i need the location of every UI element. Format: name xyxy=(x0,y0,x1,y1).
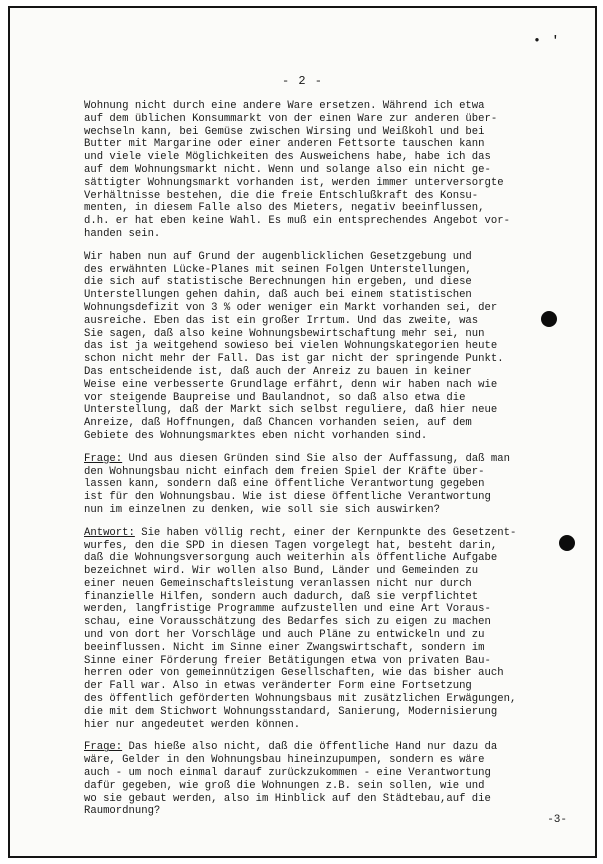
speaker-label: Antwort: xyxy=(84,526,135,539)
text-line: auf dem Wohnungsmarkt nicht. Wenn und solange also ein nicht ge- xyxy=(84,163,491,176)
text-line: Unterstellung, daß der Markt sich selbst reguliere, daß hier neue xyxy=(84,404,498,417)
speaker-label: Frage: xyxy=(84,452,123,465)
text-line: wäre, Gelder in den Wohnungsbau hineinzupumpen, sondern es wäre xyxy=(84,754,485,767)
text-line: wechseln kann, bei Gemüse zwischen Wirsing und Weißkohl und bei xyxy=(84,125,485,138)
text-line: werden, langfristige Programme aufzustellen und eine Art Voraus- xyxy=(84,603,491,616)
text-line: Wir haben nun auf Grund der augenblicklichen Gesetzgebung und xyxy=(84,250,472,263)
answer-paragraph xyxy=(84,527,564,732)
speaker-label: Frage: xyxy=(84,741,123,754)
text-line: die sich auf statistische Berechnungen hin ergeben, und diese xyxy=(84,276,472,289)
text-line: menten, in diesem Falle also des Mieters, negativ beeinflussen, xyxy=(84,202,485,215)
text-line: nun im einzelnen zu denken, wie soll sie sich auswirken? xyxy=(84,503,441,516)
text-line: ausreiche. Eben das ist ein großer Irrtum. Und das zweite, was xyxy=(84,314,479,327)
text-line: Raumordnung? xyxy=(84,805,161,818)
text-line: des öffentlich geförderten Wohnungsbaus mit zusätzlichen Erwägungen, xyxy=(84,693,517,706)
text-line: handen sein. xyxy=(84,227,161,240)
text-line: Anreize, daß Hoffnungen, daß Chancen vorhanden seien, auf dem xyxy=(84,417,472,430)
question-paragraph xyxy=(84,741,564,818)
text-line: das ist ja weitgehend sowieso bei vielen Wohnungskategorien heute xyxy=(84,340,498,353)
text-line: die mit dem Stichwort Wohnungsstandard, Sanierung, Modernisierung xyxy=(84,705,498,718)
text-line: den Wohnungsbau nicht einfach dem freien Spiel der Kräfte über- xyxy=(84,465,485,478)
text-line: Verhältnisse bestehen, die die freie Entschlußkraft des Konsu- xyxy=(84,189,479,202)
text-line xyxy=(84,453,564,466)
text-line: schon nicht mehr der Fall. Das ist gar nicht der springende Punkt. xyxy=(84,353,504,366)
text-paragraph xyxy=(84,251,564,443)
text-line: der Fall war. Also in etwas veränderter Form eine Fortsetzung xyxy=(84,680,472,693)
line-text: Und aus diesen Gründen sind Sie also der Auffassung, daß man xyxy=(122,452,510,465)
body-text xyxy=(84,100,564,828)
text-line: Wohnung nicht durch eine andere Ware ersetzen. Während ich etwa xyxy=(84,100,485,112)
text-line xyxy=(84,527,564,540)
text-line: und viele viele Möglichkeiten des Ausweichens habe, habe ich das xyxy=(84,151,491,164)
text-line: und von dort her Vorschläge und auch Pläne zu entwickeln und zu xyxy=(84,629,485,642)
text-line: beeinflussen. Nicht im Sinne einer Zwangswirtschaft, sondern im xyxy=(84,641,485,654)
text-line: wo sie gebaut werden, also im Hinblick auf den Städtebau,auf die xyxy=(84,792,491,805)
text-line: d.h. er hat eben keine Wahl. Es muß ein entsprechendes Angebot vor- xyxy=(84,215,510,228)
line-text: Sie haben völlig recht, einer der Kernpunkte des Gesetzent- xyxy=(134,526,517,539)
text-paragraph xyxy=(84,100,564,241)
text-line xyxy=(84,741,564,754)
text-line: Wohnungsdefizit von 3 % oder weniger ein Markt vorhanden sei, der xyxy=(84,301,498,314)
text-line: Gebiete des Wohnungsmarktes eben nicht vorhanden sind. xyxy=(84,429,428,442)
text-line: ist für den Wohnungsbau. Wie ist diese öffentliche Verantwortung xyxy=(84,491,491,504)
text-line: vor steigende Baupreise und Baulandnot, so daß also etwa die xyxy=(84,391,466,404)
text-line: herren oder von gemeinnützigen Gesellschaften, wie das bisher auch xyxy=(84,667,504,680)
text-line: sättigter Wohnungsmarkt vorhanden ist, werden immer unterversorgte xyxy=(84,176,504,189)
question-paragraph xyxy=(84,453,564,517)
page-number: - 2 - xyxy=(281,74,323,88)
text-line: auf dem üblichen Konsummarkt von der einen Ware zur anderen über- xyxy=(84,112,498,125)
text-line: lassen kann, sondern daß eine öffentliche Verantwortung gegeben xyxy=(84,478,485,491)
text-line: Sinne einer Förderung freier Betätigungen etwa von privaten Bau- xyxy=(84,654,491,667)
text-line: hier nur angedeutet werden können. xyxy=(84,718,301,731)
text-line: Unterstellungen gehen dahin, daß auch bei einem statistischen xyxy=(84,289,472,302)
text-line: Sie sagen, daß also keine Wohnungsbewirtschaftung mehr sei, nun xyxy=(84,327,485,340)
document-page xyxy=(8,6,597,858)
text-line: daß die Wohnungsversorgung auch weiterhin als öffentliche Aufgabe xyxy=(84,552,498,565)
text-line: bezeichnet wird. Wir wollen also Bund, Länder und Gemeinden zu xyxy=(84,565,479,578)
text-line: auch - um noch einmal darauf zurückzukommen - eine Verantwortung xyxy=(84,767,491,780)
text-line: dafür gegeben, wie groß die Wohnungen z.B. sein sollen, wie und xyxy=(84,779,485,792)
continuation-mark: -3- xyxy=(547,814,567,826)
text-line: schau, eine Vorausschätzung des Bedarfes sich zu eigen zu machen xyxy=(84,616,491,629)
text-line: wurfes, den die SPD in diesen Tagen vorgelegt hat, besteht darin, xyxy=(84,539,498,552)
text-line: Butter mit Margarine oder einer anderen Fettsorte tauschen kann xyxy=(84,138,485,151)
text-line: des erwähnten Lücke-Planes mit seinen Folgen Unterstellungen, xyxy=(84,263,472,276)
text-line: finanzielle Hilfen, sondern auch dadurch, daß sie verpflichtet xyxy=(84,590,479,603)
line-text: Das hieße also nicht, daß die öffentliche Hand nur dazu da xyxy=(122,741,498,754)
text-line: einer neuen Gemeinschaftsleistung veranlassen nicht nur durch xyxy=(84,577,472,590)
corner-mark: • ' xyxy=(533,34,561,48)
text-line: Weise eine verbesserte Grundlage erfährt, denn wir haben nach wie xyxy=(84,378,498,391)
text-line: Das entscheidende ist, daß auch der Anreiz zu bauen in keiner xyxy=(84,365,472,378)
